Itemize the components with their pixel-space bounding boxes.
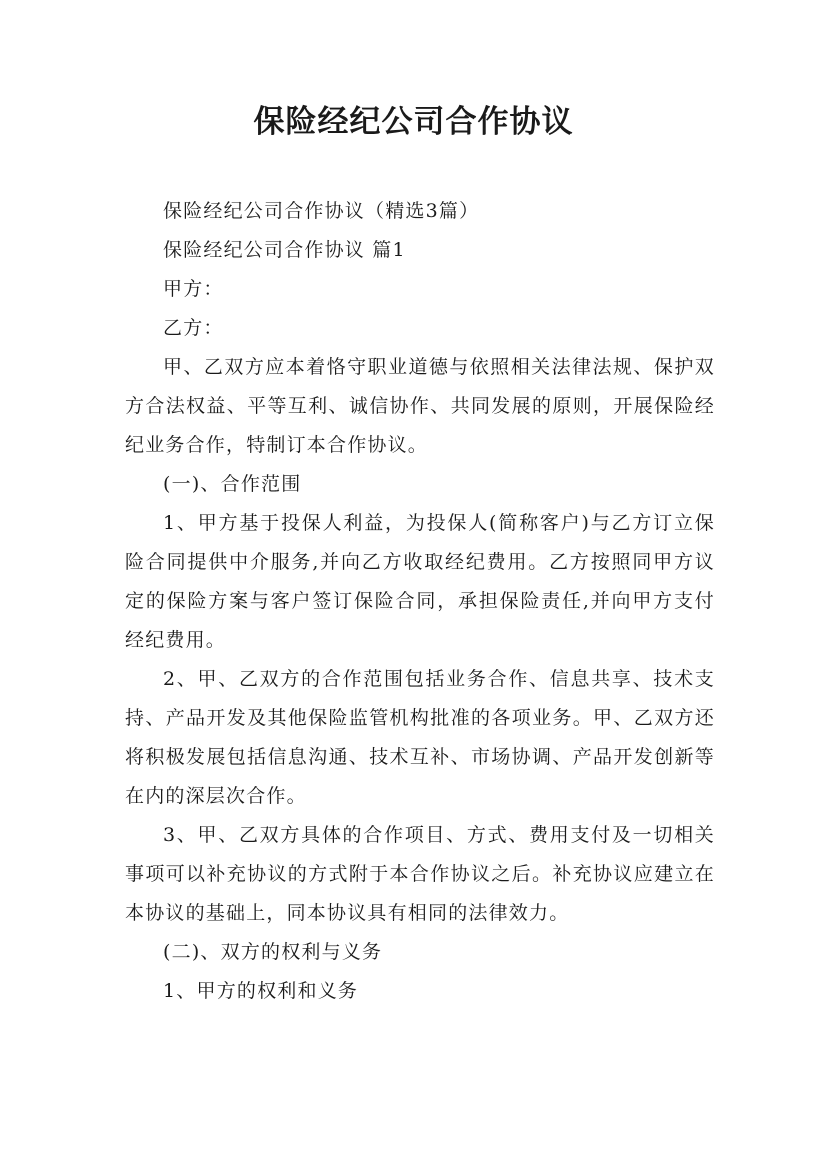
paragraph-scope-2: 2、甲、乙双方的合作范围包括业务合作、信息共享、技术支持、产品开发及其他保险监管机构批准的各项业务。甲、乙双方还将积极发展包括信息沟通、技术互补、市场协调、产品开发创新等在内的深层次合作。 [125, 668, 715, 807]
paragraph-scope-1: 1、甲方基于投保人利益，为投保人(简称客户)与乙方订立保险合同提供中介服务,并向乙方收取经纪费用。乙方按照同甲方议定的保险方案与客户签订保险合同，承担保险责任,并向甲方支付经纪费用。 [125, 512, 715, 651]
paragraph-rights-heading: (二)、双方的权利与义务 [163, 941, 383, 963]
paragraph-scope-3: 3、甲、乙双方具体的合作项目、方式、费用支付及一切相关事项可以补充协议的方式附于本合作协议之后。补充协议应建立在本协议的基础上，同本协议具有相同的法律效力。 [125, 824, 715, 924]
paragraph-subtitle: 保险经纪公司合作协议（精选3篇） [163, 200, 480, 222]
document-body [125, 192, 715, 1011]
paragraph-party-a: 甲方： [163, 278, 224, 300]
paragraph-party-b: 乙方： [163, 317, 224, 339]
paragraph-section-heading: 保险经纪公司合作协议 篇1 [163, 239, 406, 261]
paragraph-preamble: 甲、乙双方应本着恪守职业道德与依照相关法律法规、保护双方合法权益、平等互利、诚信协作、共同发展的原则，开展保险经纪业务合作，特制订本合作协议。 [125, 356, 715, 456]
paragraph-rights-1: 1、甲方的权利和义务 [163, 980, 359, 1002]
document-title: 保险经纪公司合作协议 [253, 104, 574, 140]
paragraph-scope-heading: (一)、合作范围 [163, 473, 302, 495]
